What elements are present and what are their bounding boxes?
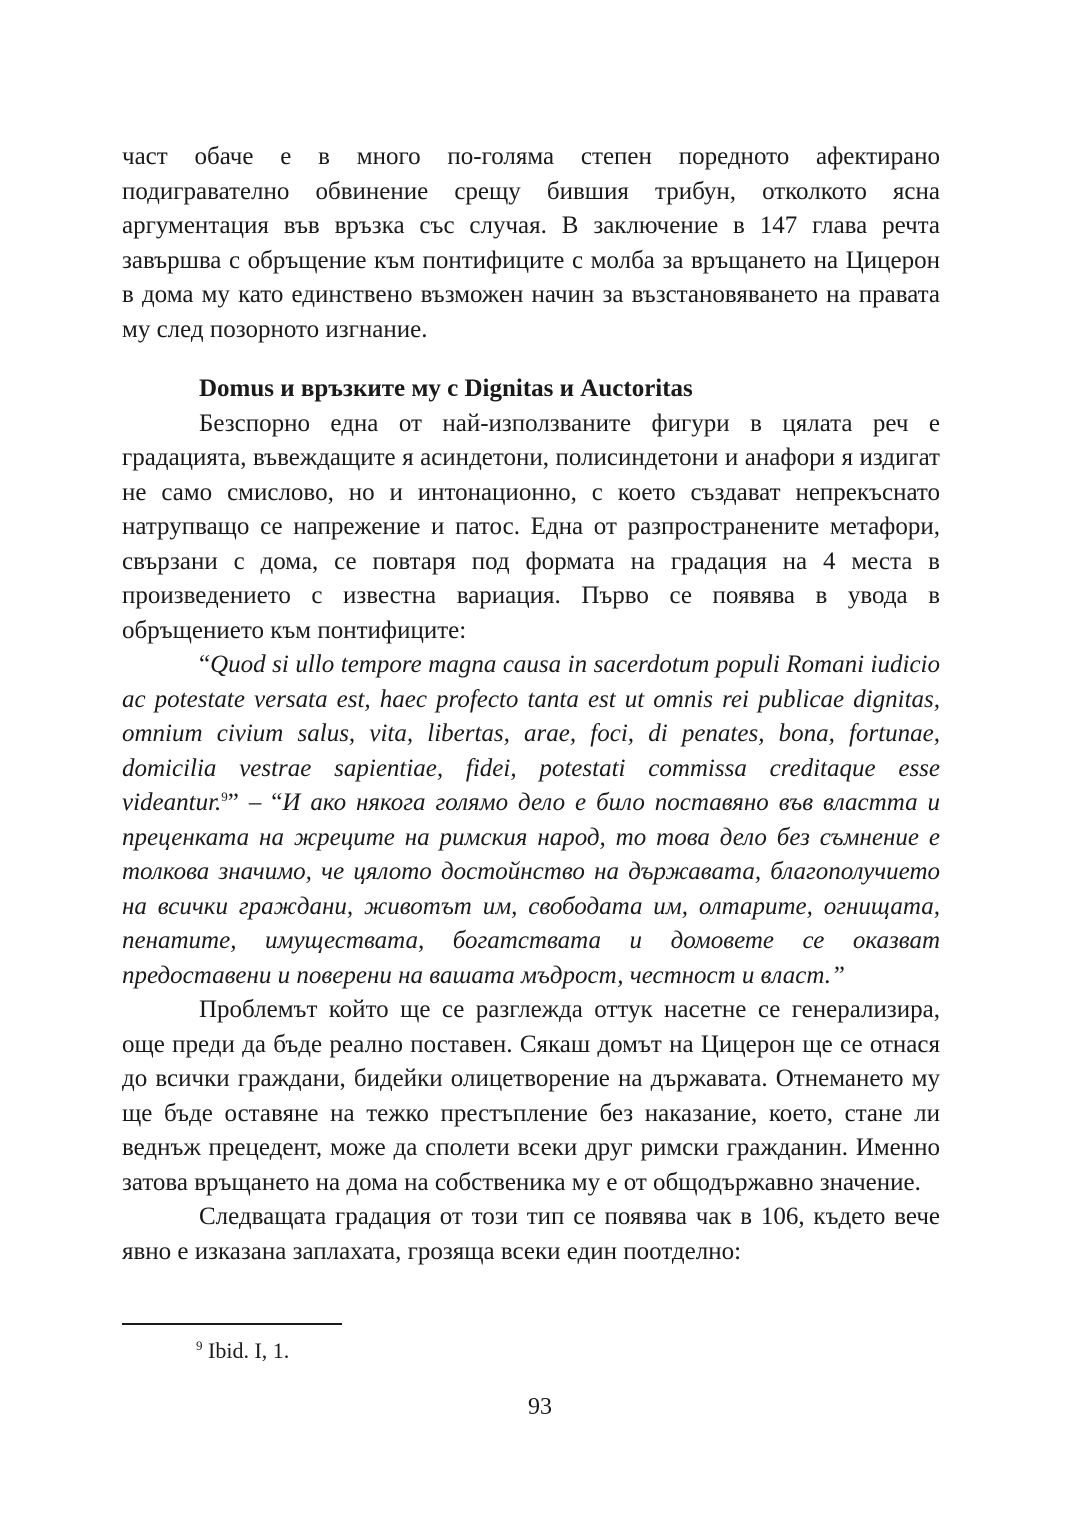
quote-separator: ” – “ [227, 789, 283, 816]
paragraph-1: Безспорно една от най-използваните фигури в цялата реч е градацията, въвеждащите я асиндетони, полисиндетони и анафори я издигат не само смислово, но и интонационно, с което създават непрекъснато натрупващо се напрежение и патос. Една от разпространените метафори, свързани с дома, се повтаря под формата на градация на 4 места в произведението с известна вариация. Първо се появява в увода в обръщението към понтифиците: [122, 409, 940, 644]
footnote-reference[interactable]: 9 [221, 789, 228, 804]
paragraph-intro: част обаче е в много по-голяма степен поредното афектирано подигравателно обвинение срещу бившия трибун, отколкото ясна аргументация във връзка със случая. В заключение в 147 глава речта завършва с обръщение към понтифиците с молба за връщането на Цицерон в дома му като единствено възможен начин за възстановяването на правата му след позорното изгнание. [122, 143, 940, 343]
quote-open-mark: “ [199, 651, 211, 678]
section-heading: Domus и връзките му с Dignitas и Auctoritas [199, 375, 693, 402]
footnote [196, 1336, 289, 1366]
page-body [122, 140, 940, 1269]
footnote-divider [122, 1323, 342, 1325]
quote-latin: Quod si ullo tempore magna causa in sacerdotum populi Romani iudicio ac potestate versata est, haec profecto tanta est ut omnis rei publicae dignitas, omnium civium salus, vita, libertas, arae, foci, di penates, bona, fortunae, domicilia vestrae sapientiae, fidei, potestati commissa creditaque esse videantur. [122, 651, 940, 816]
paragraph-3: Следващата градация от този тип се появява чак в 106, където вече явно е изказана заплахата, грозяща всеки един поотделно: [122, 1203, 940, 1265]
page-number: 93 [528, 1394, 552, 1420]
footnote-number: 9 [196, 1338, 203, 1353]
quote-paragraph [122, 648, 940, 993]
paragraph-2: Проблемът който ще се разглежда оттук насетне се генерализира, още преди да бъде реално поставен. Сякаш домът на Цицерон ще се отнася до всички граждани, бидейки олицетворение на държавата. Отнемането му ще бъде оставяне на тежко престъпление без наказание, което, стане ли веднъж прецедент, може да сполети всеки друг римски гражданин. Именно затова връщането на дома на собственика му е от общодържавно значение. [122, 996, 940, 1196]
quote-bulgarian: И ако някога голямо дело е било поставяно във властта и преценката на жреците на римския народ, то това дело без съмнение е толкова значимо, че цялото достойнство на държавата, благополучието на всички граждани, животът им, свободата им, олтарите, огнищата, пенатите, имуществата, богатствата и домовете се оказват предоставени и поверени на вашата мъдрост, честност и власт.” [122, 789, 940, 989]
footnote-text: Ibid. I, 1. [208, 1338, 290, 1363]
